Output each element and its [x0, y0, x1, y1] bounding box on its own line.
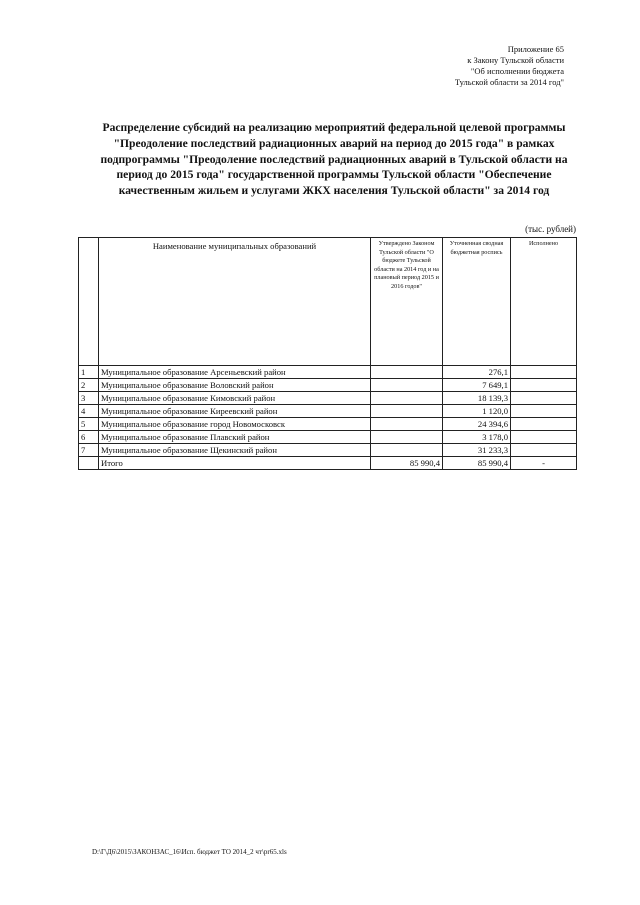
row-number: 4 — [79, 405, 99, 418]
row-name: Муниципальное образование Арсеньевский район — [99, 366, 371, 379]
row-approved — [371, 444, 443, 457]
row-number: 2 — [79, 379, 99, 392]
header-approved: Утверждено Законом Тульской области "О бюджете Тульской области на 2014 год и на плановый период 2015 и 2016 годов" — [371, 238, 443, 366]
row-approved — [371, 431, 443, 444]
row-refined: 24 394,6 — [443, 418, 511, 431]
table-header-row — [79, 238, 577, 366]
table-row — [79, 418, 577, 431]
row-number: 7 — [79, 444, 99, 457]
row-number: 1 — [79, 366, 99, 379]
row-name: Муниципальное образование Плавский район — [99, 431, 371, 444]
row-refined: 276,1 — [443, 366, 511, 379]
row-executed — [511, 418, 577, 431]
row-name: Муниципальное образование Киреевский район — [99, 405, 371, 418]
table-row — [79, 405, 577, 418]
table-row — [79, 444, 577, 457]
row-refined: 85 990,4 — [443, 457, 511, 470]
row-approved — [371, 379, 443, 392]
row-executed — [511, 431, 577, 444]
row-refined: 31 233,3 — [443, 444, 511, 457]
row-executed — [511, 405, 577, 418]
row-name: Итого — [99, 457, 371, 470]
appendix-line: Приложение 65 — [507, 44, 564, 54]
table-row — [79, 379, 577, 392]
table-row — [79, 431, 577, 444]
row-name: Муниципальное образование Кимовский район — [99, 392, 371, 405]
row-executed: - — [511, 457, 577, 470]
appendix-line: "Об исполнении бюджета — [470, 66, 564, 76]
row-approved — [371, 418, 443, 431]
row-name: Муниципальное образование город Новомосковск — [99, 418, 371, 431]
row-approved — [371, 392, 443, 405]
appendix-line: к Закону Тульской области — [467, 55, 564, 65]
row-executed — [511, 366, 577, 379]
header-number — [79, 238, 99, 366]
row-approved: 85 990,4 — [371, 457, 443, 470]
row-number: 6 — [79, 431, 99, 444]
row-number — [79, 457, 99, 470]
row-number: 5 — [79, 418, 99, 431]
appendix-header — [344, 44, 564, 88]
row-refined: 1 120,0 — [443, 405, 511, 418]
row-approved — [371, 366, 443, 379]
document-title: Распределение субсидий на реализацию мероприятий федеральной целевой программы "Преодоление последствий радиационных аварий на период до 2015 года" в рамках подпрограммы "Преодоление последствий радиационных аварий в Тульской области на период до 2015 года" государственной программы Тульской области "Обеспечение качественным жильем и услугами ЖКХ населения Тульской области" за 2014 год — [100, 121, 568, 198]
row-executed — [511, 392, 577, 405]
row-executed — [511, 379, 577, 392]
table-row — [79, 392, 577, 405]
row-number: 3 — [79, 392, 99, 405]
table-body — [79, 366, 577, 470]
row-refined: 3 178,0 — [443, 431, 511, 444]
row-executed — [511, 444, 577, 457]
row-refined: 7 649,1 — [443, 379, 511, 392]
row-refined: 18 139,3 — [443, 392, 511, 405]
appendix-line: Тульской области за 2014 год" — [454, 77, 564, 87]
units-label: (тыс. рублей) — [525, 224, 576, 234]
row-name: Муниципальное образование Щекинский район — [99, 444, 371, 457]
subsidy-table — [78, 237, 577, 470]
footer-file-path: D:\Г\Д6\2015\ЗАКОНЗАС_16\Исп. бюджет ТО 2014_2 чт\pr65.xls — [92, 848, 287, 856]
header-name: Наименование муниципальных образований — [99, 238, 371, 366]
table-total-row — [79, 457, 577, 470]
header-refined: Уточненная сводная бюджетная роспись — [443, 238, 511, 366]
table-row — [79, 366, 577, 379]
header-executed: Исполнено — [511, 238, 577, 366]
row-approved — [371, 405, 443, 418]
row-name: Муниципальное образование Воловский район — [99, 379, 371, 392]
